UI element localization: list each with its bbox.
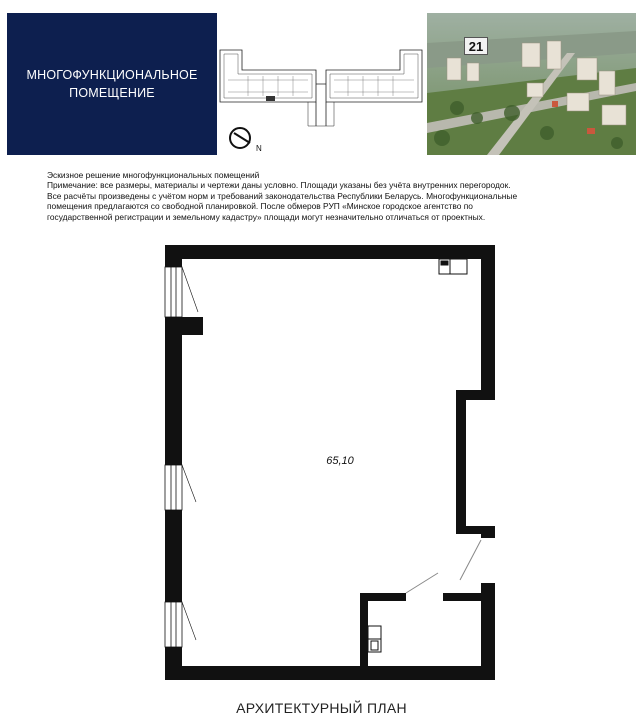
aerial-render-image	[427, 13, 636, 155]
entrance-door-swing	[460, 540, 481, 580]
compass-letter: N	[256, 144, 262, 153]
plan-caption: АРХИТЕКТУРНЫЙ ПЛАН	[236, 700, 407, 716]
premises-title: МНОГОФУНКЦИОНАЛЬНОЕ ПОМЕЩЕНИЕ	[26, 68, 198, 100]
north-wall	[165, 245, 495, 259]
notes-line: Примечание: все размеры, материалы и чертежи даны условно. Площади указаны без учёта внутренних перегородок.	[47, 180, 511, 191]
notes-line: государственной регистрации и земельному кадастру» площади могут незначительно отличаться от проектных.	[47, 211, 486, 222]
compass-icon	[226, 123, 266, 155]
doors	[406, 540, 481, 593]
floor-plan	[160, 240, 500, 685]
highlighted-unit	[266, 96, 275, 101]
north-west-corner	[165, 245, 182, 267]
site-plan-thumbnail	[218, 40, 424, 132]
notes-line: Все расчёты произведены с учётом норм и требований законодательства Республики Беларусь. Многофункциональные	[47, 190, 518, 201]
area-label: 65,10	[326, 455, 354, 467]
toilet	[371, 641, 378, 650]
west-wall-mid	[165, 317, 182, 465]
east-wall-upper	[481, 245, 495, 398]
notes-heading: Эскизное решение многофункциональных помещений	[47, 170, 260, 180]
south-wall	[165, 666, 493, 680]
east-wall-stub	[481, 526, 495, 538]
west-wall-lower	[165, 510, 182, 602]
bathroom-wall-top-right	[443, 593, 493, 601]
title-box	[7, 13, 217, 155]
notes-line: помещения предлагаются со свободной планировкой. После обмеров РУП «Минское городское агентство по	[47, 201, 473, 212]
notes-block	[47, 170, 617, 222]
bathroom-door-swing	[406, 573, 438, 593]
building-number-badge: 21	[464, 37, 488, 55]
east-recess-side	[456, 390, 466, 534]
bathroom-wall-side	[360, 593, 368, 678]
